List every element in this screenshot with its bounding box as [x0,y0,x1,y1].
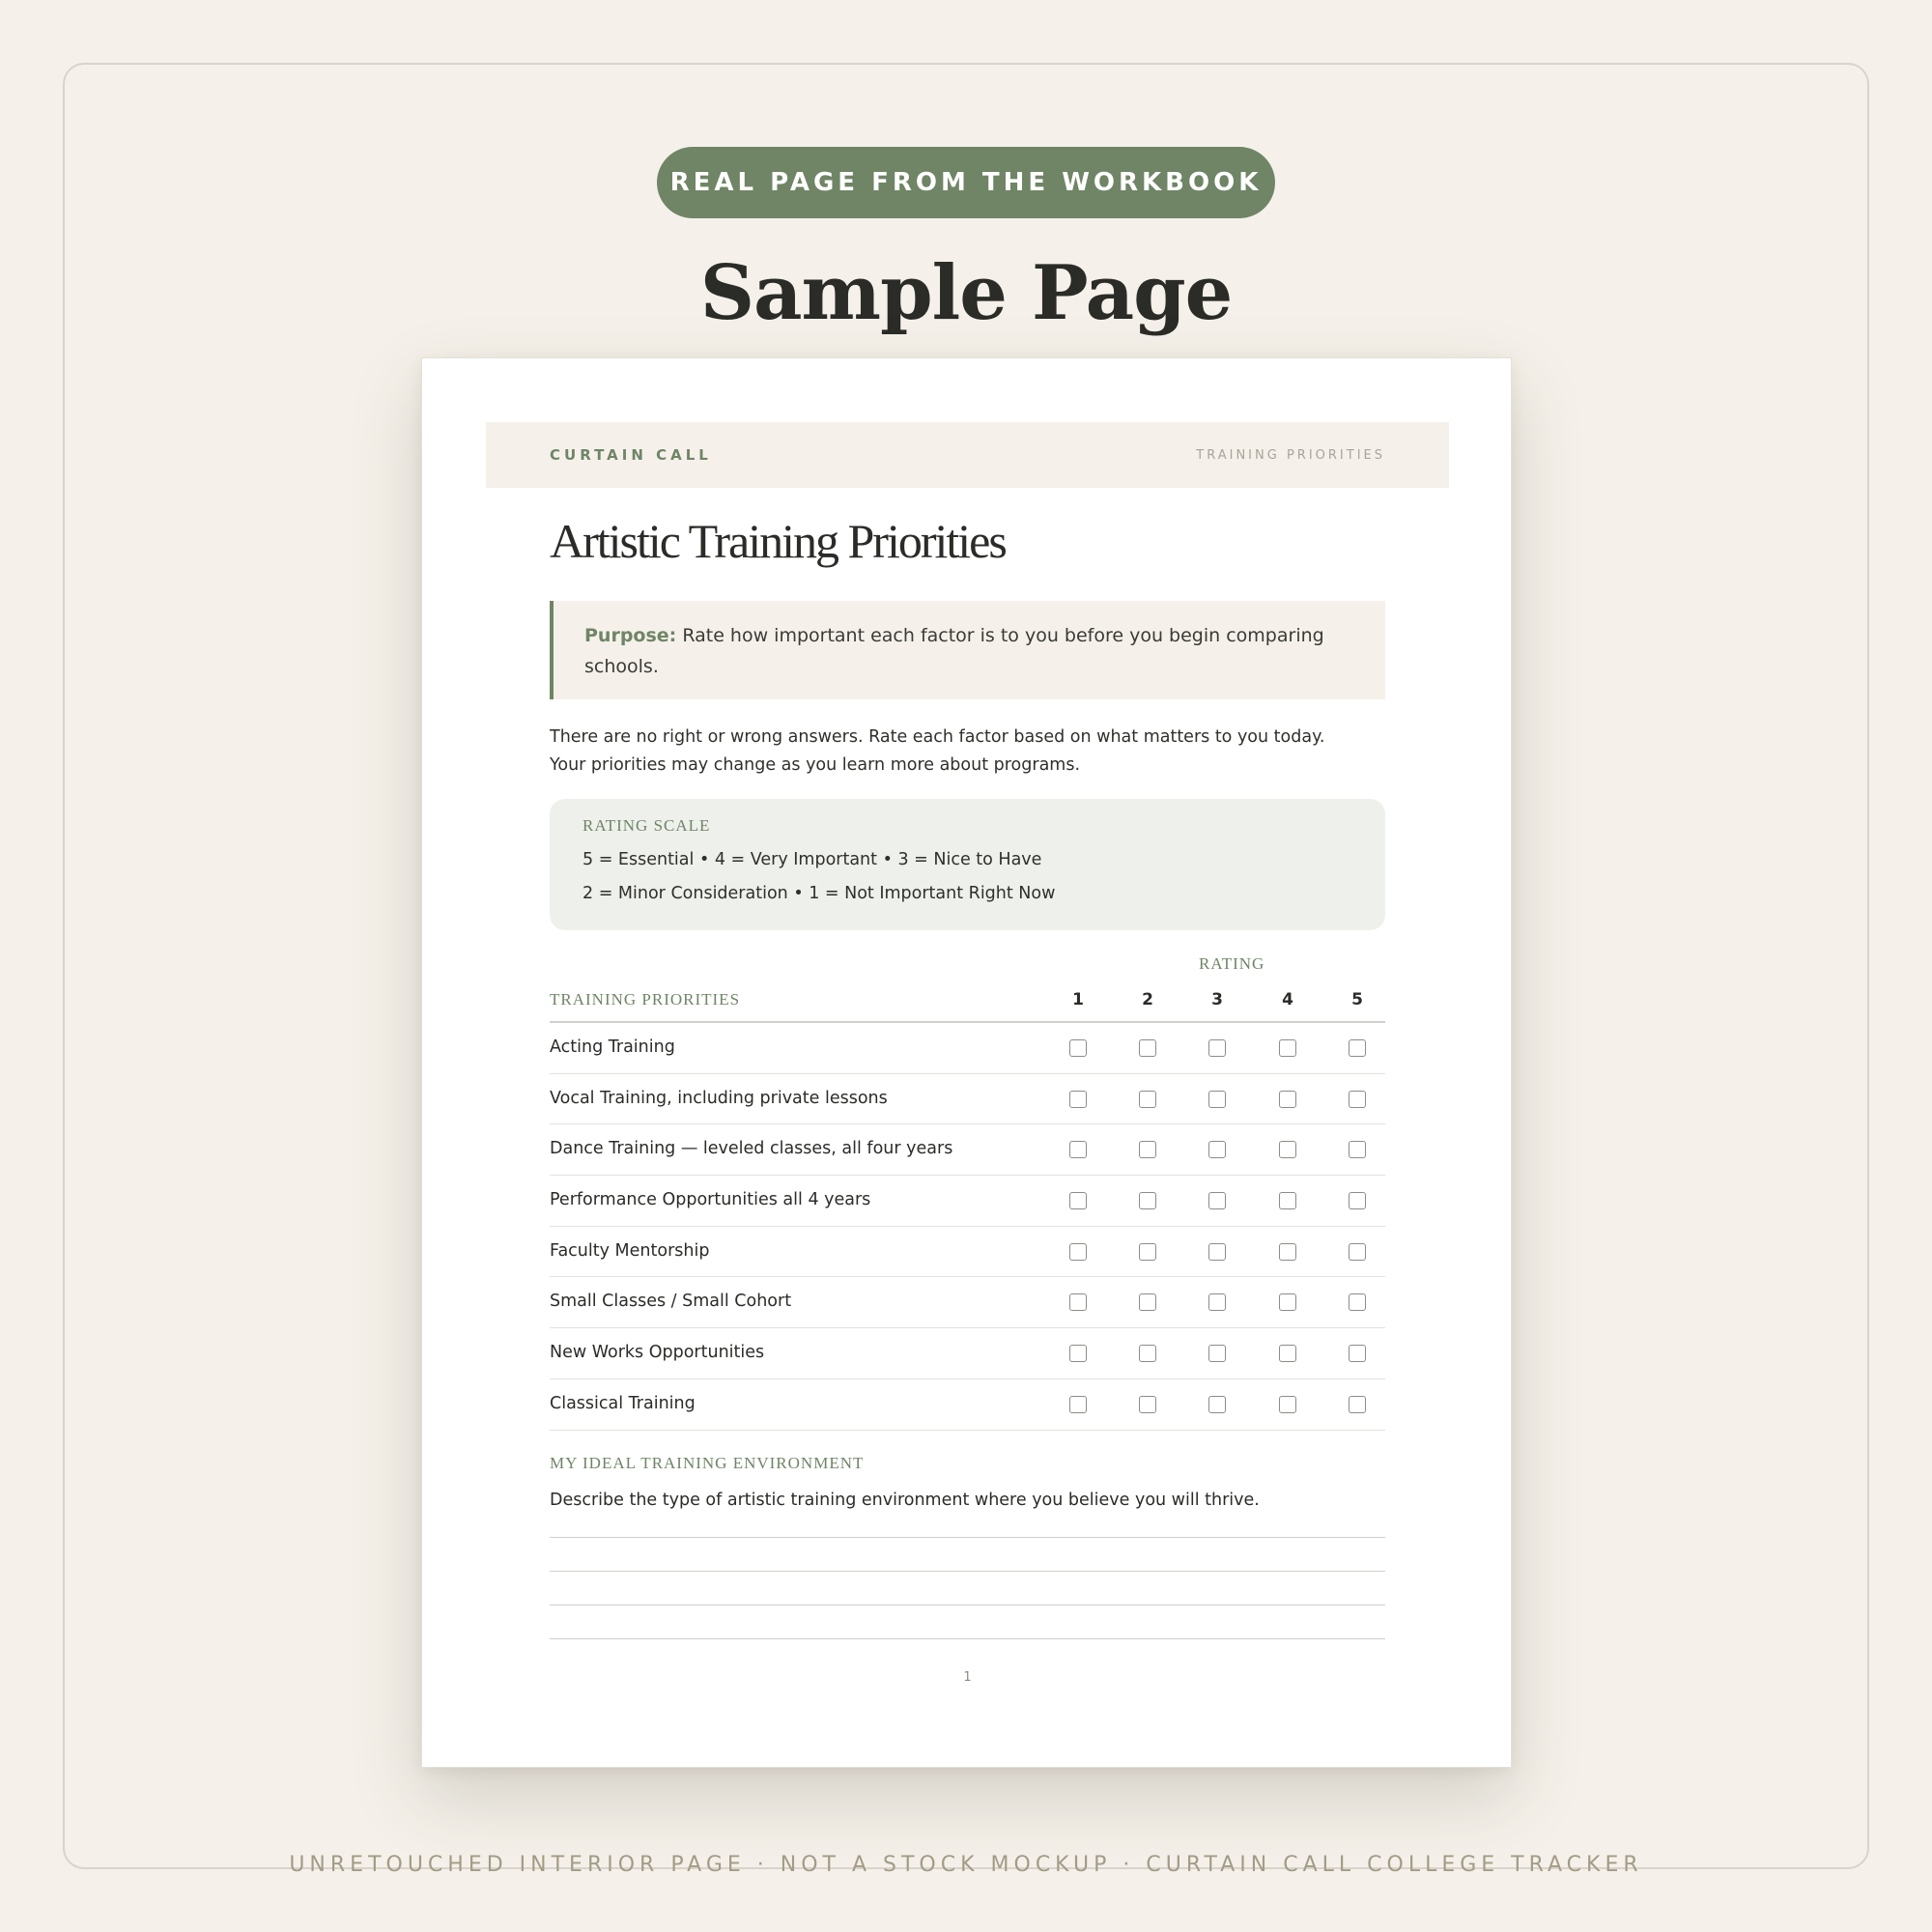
rating-checkbox[interactable] [1349,1243,1366,1261]
rating-checkbox[interactable] [1069,1293,1087,1311]
rating-checkbox[interactable] [1069,1141,1087,1158]
writing-line[interactable] [550,1638,1385,1639]
rating-checkbox[interactable] [1069,1039,1087,1057]
page-number: 1 [963,1670,972,1685]
writing-line[interactable] [550,1571,1385,1572]
rating-checkbox[interactable] [1279,1141,1296,1158]
rating-checkbox[interactable] [1349,1192,1366,1209]
rating-checkbox[interactable] [1139,1192,1156,1209]
priority-label: Acting Training [550,1037,675,1057]
rating-checkbox[interactable] [1139,1091,1156,1108]
writing-line[interactable] [550,1537,1385,1538]
table-row [550,1328,1385,1379]
rating-checkbox[interactable] [1279,1345,1296,1362]
workbook-page [421,357,1512,1768]
rating-number: 4 [1282,990,1293,1009]
rating-scale-line: 5 = Essential • 4 = Very Important • 3 = Nice to Have [582,850,1042,869]
table-row [550,1277,1385,1328]
running-header [486,422,1449,488]
brand-name: CURTAIN CALL [550,446,712,464]
rating-checkbox[interactable] [1069,1396,1087,1413]
rating-checkbox[interactable] [1349,1293,1366,1311]
environment-title: MY IDEAL TRAINING ENVIRONMENT [550,1454,865,1472]
rating-checkbox[interactable] [1069,1243,1087,1261]
main-heading: Sample Page [699,249,1233,337]
rating-checkbox[interactable] [1208,1141,1226,1158]
priorities-table [550,984,1385,1431]
intro-text [550,724,1385,780]
rating-checkbox[interactable] [1279,1243,1296,1261]
rating-checkbox[interactable] [1139,1141,1156,1158]
purpose-label: Purpose: [584,625,677,646]
rating-number: 1 [1072,990,1084,1009]
rating-checkbox[interactable] [1279,1293,1296,1311]
priority-label: Faculty Mentorship [550,1240,710,1261]
rating-checkbox[interactable] [1279,1091,1296,1108]
rating-checkbox[interactable] [1208,1091,1226,1108]
intro-line: There are no right or wrong answers. Rate each factor based on what matters to you today. [550,727,1325,747]
rating-checkbox[interactable] [1069,1192,1087,1209]
table-row [550,1176,1385,1227]
rating-checkbox[interactable] [1208,1293,1226,1311]
priority-label: New Works Opportunities [550,1343,765,1363]
rating-checkbox[interactable] [1279,1192,1296,1209]
footer-caption: UNRETOUCHED INTERIOR PAGE · NOT A STOCK MOCKUP · CURTAIN CALL COLLEGE TRACKER [289,1853,1643,1877]
rating-number: 5 [1351,990,1363,1009]
rating-checkbox[interactable] [1139,1345,1156,1362]
table-row [550,1379,1385,1431]
rating-scale-box [550,799,1385,930]
priority-label: Dance Training — leveled classes, all four years [550,1139,953,1159]
rating-checkbox[interactable] [1208,1345,1226,1362]
purpose-callout [550,601,1385,699]
rating-checkbox[interactable] [1349,1345,1366,1362]
rating-checkbox[interactable] [1139,1396,1156,1413]
rating-number: 2 [1142,990,1153,1009]
rating-checkbox[interactable] [1349,1396,1366,1413]
rating-checkbox[interactable] [1349,1039,1366,1057]
rating-checkbox[interactable] [1139,1293,1156,1311]
rating-checkbox[interactable] [1208,1396,1226,1413]
workbook-badge: REAL PAGE FROM THE WORKBOOK [657,147,1275,218]
priority-label: Classical Training [550,1393,696,1413]
rating-checkbox[interactable] [1069,1345,1087,1362]
environment-description: Describe the type of artistic training environment where you believe you will thrive. [550,1491,1260,1510]
table-row [550,1023,1385,1074]
rating-checkbox[interactable] [1139,1243,1156,1261]
page-title: Artistic Training Priorities [550,514,1006,568]
table-row [550,1074,1385,1125]
rating-scale-line: 2 = Minor Consideration • 1 = Not Important Right Now [582,884,1056,903]
rating-checkbox[interactable] [1139,1039,1156,1057]
rating-checkbox[interactable] [1069,1091,1087,1108]
rating-header: RATING [1199,954,1265,973]
table-row [550,1227,1385,1278]
section-name: TRAINING PRIORITIES [1196,447,1385,463]
rating-checkbox[interactable] [1279,1039,1296,1057]
rating-checkbox[interactable] [1208,1243,1226,1261]
rating-checkbox[interactable] [1208,1192,1226,1209]
rating-checkbox[interactable] [1208,1039,1226,1057]
rating-checkbox[interactable] [1349,1141,1366,1158]
priorities-column-header: TRAINING PRIORITIES [550,990,741,1009]
priority-label: Small Classes / Small Cohort [550,1292,792,1312]
table-row [550,1124,1385,1176]
rating-scale-title: RATING SCALE [582,816,711,835]
rating-number: 3 [1211,990,1223,1009]
table-header [550,984,1385,1023]
priority-label: Vocal Training, including private lessons [550,1088,888,1108]
intro-line: Your priorities may change as you learn more about programs. [550,755,1081,775]
rating-checkbox[interactable] [1279,1396,1296,1413]
purpose-text: Rate how important each factor is to you before you begin comparing schools. [584,625,1324,677]
priority-label: Performance Opportunities all 4 years [550,1190,871,1210]
table-body [550,1023,1385,1431]
rating-checkbox[interactable] [1349,1091,1366,1108]
